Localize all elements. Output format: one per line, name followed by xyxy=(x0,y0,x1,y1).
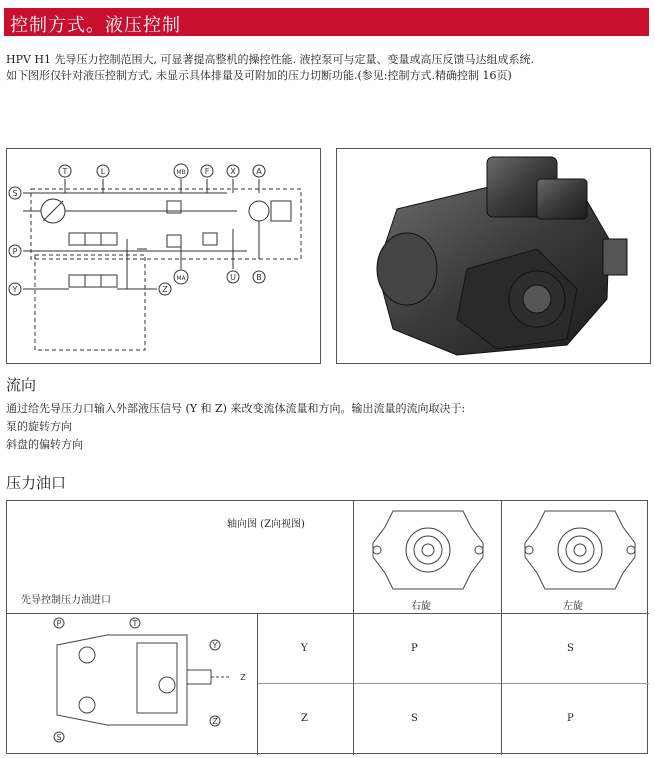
port-U-label: U xyxy=(230,273,236,282)
left-rotation-label: 左旋 xyxy=(563,601,583,612)
intro-line-2: 如下图形仅针对液压控制方式, 未显示具体排量及可附加的压力切断功能.(参见:控制方式.精确控制 16页) xyxy=(6,69,512,82)
side-port-Y-label: Y xyxy=(212,641,218,650)
row-2-port: Z xyxy=(301,713,308,724)
port-MB-label: MB xyxy=(176,169,186,176)
port-F-label: F xyxy=(204,167,210,176)
pressure-heading: 压力油口 xyxy=(6,474,67,492)
pressure-table xyxy=(6,500,648,754)
port-L-label: L xyxy=(100,167,106,176)
axial-view-left xyxy=(515,507,645,593)
axial-view-right xyxy=(363,507,493,593)
pump-image-svg xyxy=(337,149,650,363)
row-1-port: Y xyxy=(301,643,308,654)
row-1-right: P xyxy=(411,643,418,654)
right-rotation-label: 右旋 xyxy=(411,601,431,612)
port-X-label: X xyxy=(230,167,236,176)
pump-photo xyxy=(336,148,651,364)
flow-heading: 流向 xyxy=(6,376,37,394)
port-MA-label: MA xyxy=(176,275,186,282)
side-port-S-label: S xyxy=(56,733,62,742)
flow-line-1: 通过给先导压力口输入外部液压信号 (Y 和 Z) 来改变流体流量和方向。输出流量的流向取决于: xyxy=(6,402,466,415)
port-S-label: S xyxy=(12,189,18,198)
row-1-left: S xyxy=(567,643,574,654)
row-2-right: S xyxy=(411,713,418,724)
port-P-label: P xyxy=(12,247,18,256)
intro-line-1: HPV H1 先导压力控制范围大, 可显著提高整机的操控性能. 液控泵可与定量、变量或高压反馈马达组成系统. xyxy=(6,53,535,66)
port-B-label: B xyxy=(256,273,262,282)
side-arrow-Z-label: Z xyxy=(240,673,246,682)
page-title: 控制方式。液压控制 xyxy=(10,15,181,36)
row-2-left: P xyxy=(567,713,574,724)
side-port-P-label: P xyxy=(56,619,62,628)
title-bar xyxy=(4,8,649,36)
side-port-Z-label: Z xyxy=(212,717,218,726)
intro-text xyxy=(6,52,534,84)
pilot-inlet-label: 先导控制压力油进口 xyxy=(21,595,111,606)
port-A-label: A xyxy=(256,167,262,176)
port-Z-label: Z xyxy=(162,285,168,294)
flow-text xyxy=(6,400,465,454)
side-view-drawing xyxy=(37,615,257,755)
hydraulic-schematic xyxy=(6,148,321,364)
port-T-label: T xyxy=(62,167,68,176)
schematic-svg xyxy=(7,149,320,363)
port-Y-label: Y xyxy=(12,285,18,294)
side-port-T-label: T xyxy=(132,619,138,628)
axial-view-label: 轴向图 (Z向视图) xyxy=(227,519,305,530)
flow-line-3: 斜盘的偏转方向 xyxy=(6,438,83,451)
flow-line-2: 泵的旋转方向 xyxy=(6,420,72,433)
